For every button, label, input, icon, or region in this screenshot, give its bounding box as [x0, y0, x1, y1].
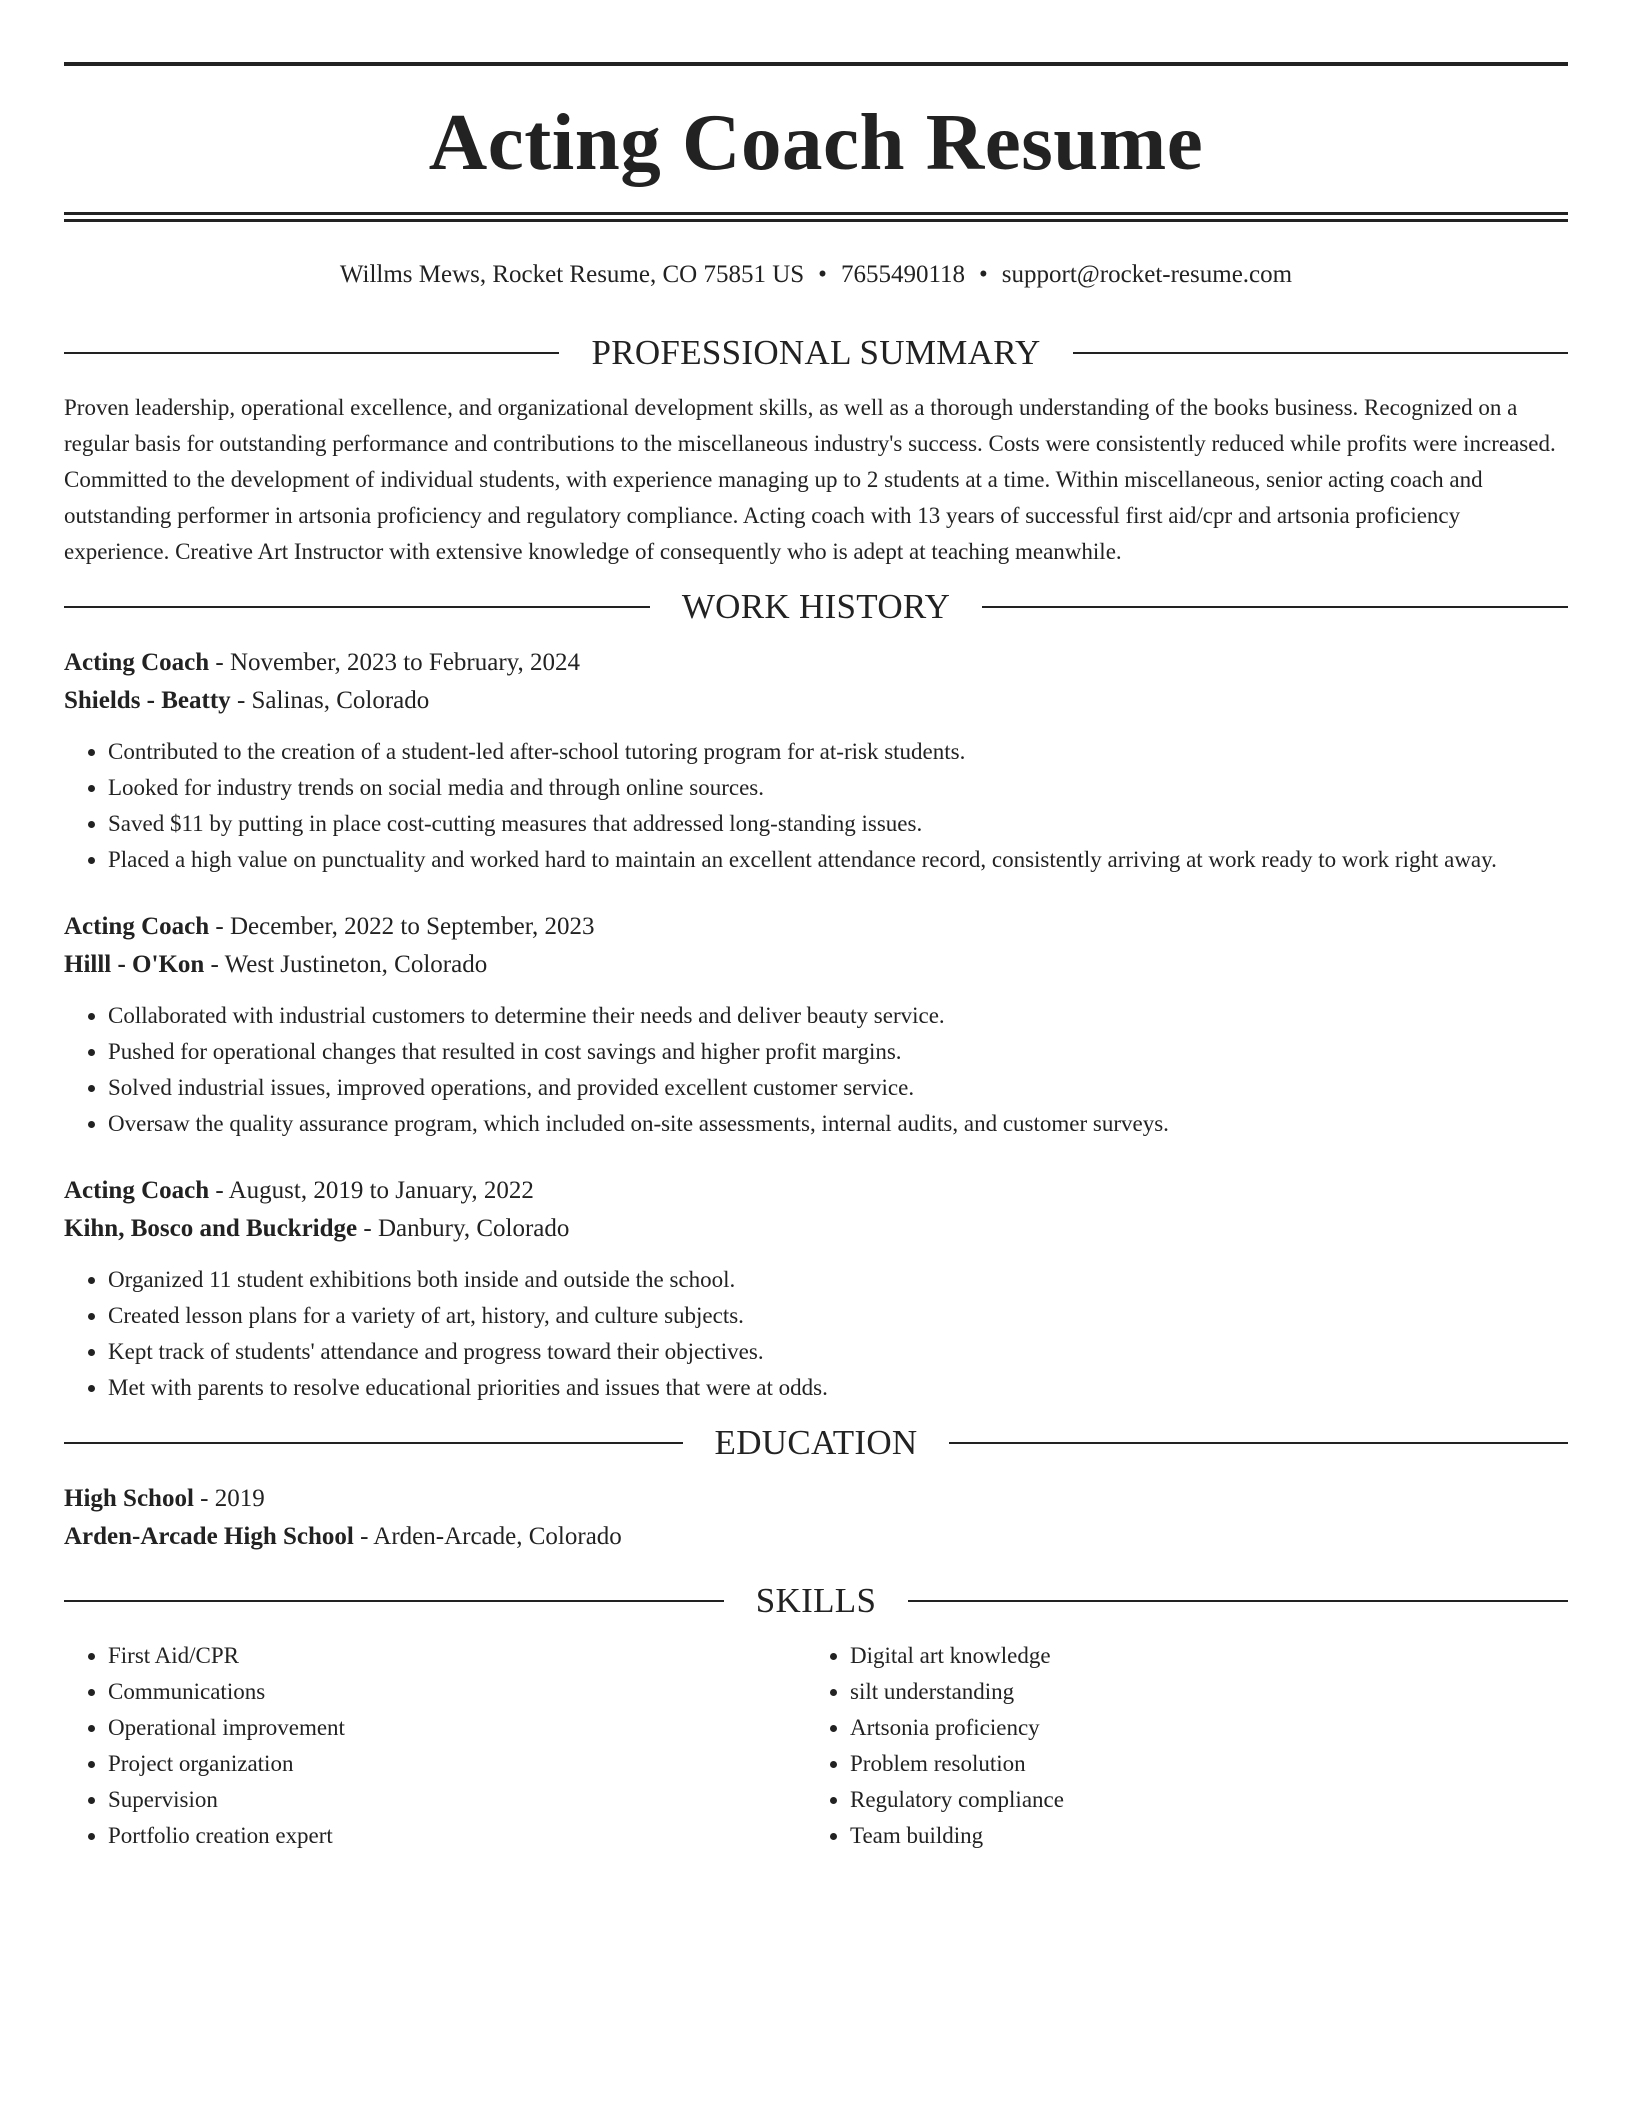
skills-heading: SKILLS — [755, 1581, 877, 1620]
work-heading: WORK HISTORY — [681, 587, 951, 626]
education-heading: EDUCATION — [714, 1423, 918, 1462]
contact-line — [64, 258, 1568, 292]
heading-rule-right — [1073, 352, 1568, 354]
list-item: • Solved industrial issues, improved operations, and provided excellent customer service. — [108, 1070, 1568, 1106]
job-bullets — [64, 734, 1568, 878]
contact-separator: • — [979, 261, 988, 288]
heading-rule-right — [982, 606, 1568, 608]
job-bullets — [64, 1262, 1568, 1406]
education-school-line — [64, 1518, 1568, 1556]
skill-item: • Communications — [108, 1674, 806, 1710]
education-school: Arden-Arcade High School — [64, 1523, 354, 1550]
job-title: Acting Coach — [64, 649, 210, 676]
job-dates: - December, 2022 to September, 2023 — [209, 913, 595, 940]
job-company-line — [64, 946, 1568, 984]
summary-heading: PROFESSIONAL SUMMARY — [591, 333, 1041, 372]
job-title: Acting Coach — [64, 1177, 210, 1204]
job-title-line — [64, 1172, 1568, 1210]
contact-address: Willms Mews, Rocket Resume, CO 75851 US — [339, 261, 805, 288]
contact-phone: 7655490118 — [840, 261, 966, 288]
list-item: • Kept track of students' attendance and progress toward their objectives. — [108, 1334, 1568, 1370]
skill-item: • Digital art knowledge — [850, 1638, 1548, 1674]
education-entry — [64, 1480, 1568, 1556]
education-location: - Arden-Arcade, Colorado — [353, 1523, 622, 1550]
work-heading-row — [64, 584, 1568, 630]
job-entry — [64, 908, 1568, 1142]
skill-item: • Supervision — [108, 1782, 806, 1818]
job-location: - Salinas, Colorado — [230, 687, 430, 714]
list-item: • Collaborated with industrial customers to determine their needs and deliver beauty service. — [108, 998, 1568, 1034]
skill-item: • silt understanding — [850, 1674, 1548, 1710]
list-item: • Pushed for operational changes that resulted in cost savings and higher profit margins. — [108, 1034, 1568, 1070]
job-company-line — [64, 682, 1568, 720]
contact-email: support@rocket-resume.com — [1001, 261, 1293, 288]
job-company: Hilll - O'Kon — [64, 951, 205, 978]
job-title-line — [64, 908, 1568, 946]
education-heading-row — [64, 1420, 1568, 1466]
resume-content — [64, 62, 1568, 1854]
job-entry — [64, 644, 1568, 878]
list-item: • Saved $11 by putting in place cost-cutting measures that addressed long-standing issues. — [108, 806, 1568, 842]
summary-text: Proven leadership, operational excellence, and organizational development skills, as well as a thorough understanding of the books business. Recognized on a regular basis for outstanding performance and contributions to the miscellaneous industry's success. Costs were consistently reduced while profits were increased. Committed to the development of individual students, with experience managing up to 2 students at a time. Within miscellaneous, senior acting coach and outstanding performer in artsonia proficiency and regulatory compliance. Acting coach with 13 years of successful first aid/cpr and artsonia proficiency experience. Creative Art Instructor with extensive knowledge of consequently who is adept at teaching meanwhile. — [64, 395, 1556, 564]
skills-right-column — [806, 1638, 1548, 1854]
skills-heading-row — [64, 1578, 1568, 1624]
skills-left-column — [64, 1638, 806, 1854]
skill-item: • Team building — [850, 1818, 1548, 1854]
list-item: • Placed a high value on punctuality and worked hard to maintain an excellent attendance record, consistently arriving at work ready to work right away. — [108, 842, 1568, 878]
education-year: - 2019 — [193, 1485, 265, 1512]
list-item: • Oversaw the quality assurance program, which included on-site assessments, internal audits, and customer surveys. — [108, 1106, 1568, 1142]
job-title: Acting Coach — [64, 913, 210, 940]
job-company: Shields - Beatty — [64, 687, 231, 714]
job-company-line — [64, 1210, 1568, 1248]
heading-rule-right — [949, 1442, 1568, 1444]
job-location: - Danbury, Colorado — [357, 1215, 570, 1242]
skill-item: • Operational improvement — [108, 1710, 806, 1746]
job-dates: - November, 2023 to February, 2024 — [209, 649, 581, 676]
education-degree-line — [64, 1480, 1568, 1518]
list-item: • Met with parents to resolve educational priorities and issues that were at odds. — [108, 1370, 1568, 1406]
skill-item: • Problem resolution — [850, 1746, 1548, 1782]
heading-rule-right — [908, 1600, 1568, 1602]
list-item: • Contributed to the creation of a student-led after-school tutoring program for at-risk students. — [108, 734, 1568, 770]
heading-rule-left — [64, 352, 559, 354]
job-dates: - August, 2019 to January, 2022 — [209, 1177, 534, 1204]
title-double-rule — [64, 212, 1568, 222]
skill-item: • Artsonia proficiency — [850, 1710, 1548, 1746]
list-item: • Organized 11 student exhibitions both inside and outside the school. — [108, 1262, 1568, 1298]
education-degree: High School — [64, 1485, 194, 1512]
list-item: • Looked for industry trends on social media and through online sources. — [108, 770, 1568, 806]
summary-heading-row — [64, 330, 1568, 376]
skill-item: • Portfolio creation expert — [108, 1818, 806, 1854]
contact-separator: • — [818, 261, 827, 288]
job-bullets — [64, 998, 1568, 1142]
page-title: Acting Coach Resume — [428, 97, 1204, 187]
heading-rule-left — [64, 1442, 683, 1444]
job-company: Kihn, Bosco and Buckridge — [64, 1215, 358, 1242]
skills-columns — [64, 1638, 1568, 1854]
job-location: - West Justineton, Colorado — [204, 951, 488, 978]
skill-item: • First Aid/CPR — [108, 1638, 806, 1674]
list-item: • Created lesson plans for a variety of art, history, and culture subjects. — [108, 1298, 1568, 1334]
top-rule — [64, 62, 1568, 66]
heading-rule-left — [64, 1600, 724, 1602]
heading-rule-left — [64, 606, 650, 608]
job-entry — [64, 1172, 1568, 1406]
job-title-line — [64, 644, 1568, 682]
skill-item: • Regulatory compliance — [850, 1782, 1548, 1818]
skill-item: • Project organization — [108, 1746, 806, 1782]
